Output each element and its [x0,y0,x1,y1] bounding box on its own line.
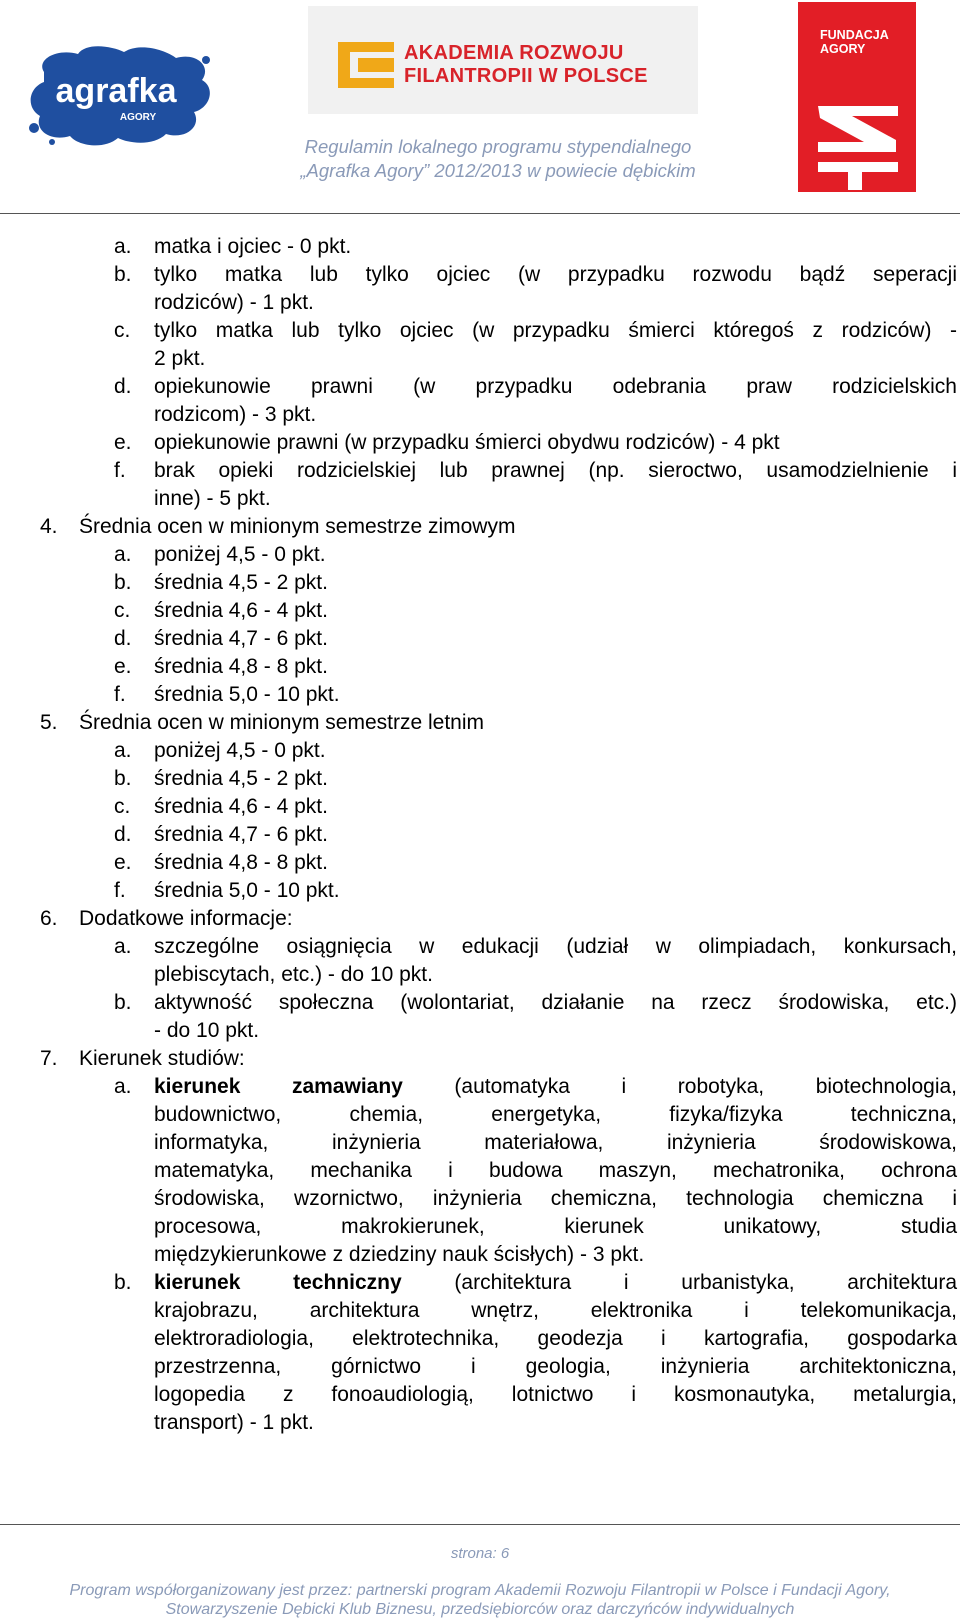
agrafka-logo [26,42,216,150]
svg-text:AGORY: AGORY [119,112,157,123]
akademia-emblem-icon [336,40,396,90]
akademia-logo [308,6,698,114]
svg-text:agrafka: agrafka [55,72,177,110]
fundacja-emblem-icon [818,100,898,190]
fundacja-logo-line2: AGORY [820,42,866,56]
footer-program-line1: Program współorganizowany jest przez: partnerski program Akademii Rozwoju Filantropii w Polsce i Fundacji Agory, [69,1582,891,1599]
fundacja-logo-line1: FUNDACJA [820,28,889,42]
page-header [0,0,960,214]
fundacja-agory-logo [798,2,916,192]
akademia-logo-line1: AKADEMIA ROZWOJU [404,42,624,64]
bold-term: kierunek techniczny [154,1271,402,1294]
regulation-title-line1: Regulamin lokalnego programu stypendialnego [304,136,692,157]
akademia-logo-line2: FILANTROPII W POLSCE [404,65,648,87]
agrafka-splash-icon [26,42,216,150]
footer-program-line2: Stowarzyszenie Dębicki Klub Biznesu, przedsiębiorców oraz darczyńców indywidualnych [165,1601,795,1618]
footer-divider [0,1524,960,1525]
bold-term: kierunek zamawiany [154,1075,403,1098]
regulation-title-line2: „Agrafka Agory” 2012/2013 w powiecie dębickim [300,160,696,181]
header-divider [0,213,960,214]
page-number: strona: 6 [450,1545,510,1562]
